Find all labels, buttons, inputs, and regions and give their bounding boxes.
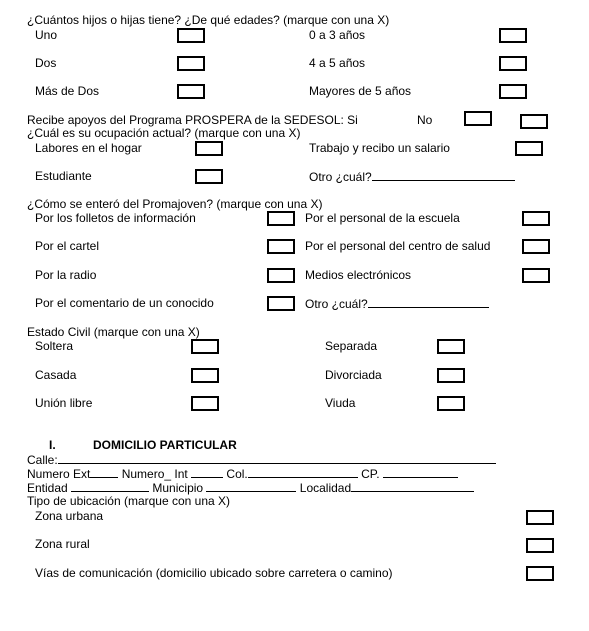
option-0-3-anos: 0 a 3 años xyxy=(309,28,366,42)
checkbox-4-5-anos[interactable] xyxy=(499,56,527,71)
checkbox-trabajo-salario[interactable] xyxy=(515,141,543,156)
option-uno: Uno xyxy=(35,28,58,42)
checkbox-zona-urbana[interactable] xyxy=(526,510,554,525)
option-comentario-conocido: Por el comentario de un conocido xyxy=(35,296,214,310)
option-radio: Por la radio xyxy=(35,268,97,282)
number-row: Numero Ext Numero_ Int Col. CP. xyxy=(27,466,458,481)
ext-number-field[interactable] xyxy=(90,466,118,478)
int-number-field[interactable] xyxy=(191,466,223,478)
checkbox-dos[interactable] xyxy=(177,56,205,71)
checkbox-cartel[interactable] xyxy=(267,239,295,254)
prospera-question: Recibe apoyos del Programa PROSPERA de la SEDESOL: Si xyxy=(27,113,358,127)
checkbox-personal-escuela[interactable] xyxy=(522,211,550,226)
prospera-no-label: No xyxy=(417,113,433,127)
option-trabajo-salario: Trabajo y recibo un salario xyxy=(309,141,450,155)
checkbox-mayores-5-anos[interactable] xyxy=(499,84,527,99)
civil-question: Estado Civil (marque con una X) xyxy=(27,325,200,339)
checkbox-uno[interactable] xyxy=(177,28,205,43)
option-viuda: Viuda xyxy=(325,396,356,410)
option-mas-de-dos: Más de Dos xyxy=(35,84,100,98)
checkbox-zona-rural[interactable] xyxy=(526,538,554,553)
checkbox-separada[interactable] xyxy=(437,339,465,354)
checkbox-prospera-si[interactable] xyxy=(464,111,492,126)
option-dos: Dos xyxy=(35,56,57,70)
checkbox-comentario-conocido[interactable] xyxy=(267,296,295,311)
option-soltera: Soltera xyxy=(35,339,74,353)
checkbox-prospera-no[interactable] xyxy=(520,114,548,129)
checkbox-estudiante[interactable] xyxy=(195,169,223,184)
section-title: DOMICILIO PARTICULAR xyxy=(93,438,237,452)
option-medios-electronicos: Medios electrónicos xyxy=(305,268,412,282)
checkbox-radio[interactable] xyxy=(267,268,295,283)
option-union-libre: Unión libre xyxy=(35,396,93,410)
otro-promajoven-blank[interactable] xyxy=(368,296,489,308)
option-zona-rural: Zona rural xyxy=(35,537,90,551)
checkbox-soltera[interactable] xyxy=(191,339,219,354)
checkbox-labores-hogar[interactable] xyxy=(195,141,223,156)
option-otro-promajoven: Otro ¿cuál? xyxy=(305,296,489,311)
otro-ocupacion-blank[interactable] xyxy=(372,169,515,181)
entity-row: Entidad Municipio Localidad xyxy=(27,480,474,495)
location-question: Tipo de ubicación (marque con una X) xyxy=(27,494,231,508)
checkbox-medios-electronicos[interactable] xyxy=(522,268,550,283)
street-row: Calle: xyxy=(27,452,496,467)
occupation-question: ¿Cuál es su ocupación actual? (marque con una X) xyxy=(27,126,301,140)
checkbox-divorciada[interactable] xyxy=(437,368,465,383)
checkbox-viuda[interactable] xyxy=(437,396,465,411)
checkbox-vias-comunicacion[interactable] xyxy=(526,566,554,581)
checkbox-casada[interactable] xyxy=(191,368,219,383)
option-folletos: Por los folletos de información xyxy=(35,211,196,225)
option-estudiante: Estudiante xyxy=(35,169,92,183)
option-vias-comunicacion: Vías de comunicación (domicilio ubicado sobre carretera o camino) xyxy=(35,566,393,580)
colony-field[interactable] xyxy=(248,466,358,478)
locality-field[interactable] xyxy=(351,480,474,492)
state-field[interactable] xyxy=(71,480,149,492)
option-mayores-5-anos: Mayores de 5 años xyxy=(309,84,412,98)
municipality-field[interactable] xyxy=(206,480,296,492)
children-question: ¿Cuántos hijos o hijas tiene? ¿De qué edades? (marque con una X) xyxy=(27,13,390,27)
checkbox-centro-salud[interactable] xyxy=(522,239,550,254)
option-casada: Casada xyxy=(35,368,77,382)
option-4-5-anos: 4 a 5 años xyxy=(309,56,366,70)
street-field[interactable] xyxy=(58,452,496,464)
option-zona-urbana: Zona urbana xyxy=(35,509,104,523)
section-number: I. xyxy=(49,438,56,452)
option-separada: Separada xyxy=(325,339,378,353)
cp-field[interactable] xyxy=(383,466,458,478)
option-personal-escuela: Por el personal de la escuela xyxy=(305,211,460,225)
option-centro-salud: Por el personal del centro de salud xyxy=(305,239,491,253)
option-cartel: Por el cartel xyxy=(35,239,100,253)
checkbox-0-3-anos[interactable] xyxy=(499,28,527,43)
option-otro-ocupacion: Otro ¿cuál? xyxy=(309,169,515,184)
checkbox-union-libre[interactable] xyxy=(191,396,219,411)
checkbox-mas-de-dos[interactable] xyxy=(177,84,205,99)
promajoven-question: ¿Cómo se enteró del Promajoven? (marque con una X) xyxy=(27,197,323,211)
option-labores-hogar: Labores en el hogar xyxy=(35,141,142,155)
checkbox-folletos[interactable] xyxy=(267,211,295,226)
option-divorciada: Divorciada xyxy=(325,368,382,382)
